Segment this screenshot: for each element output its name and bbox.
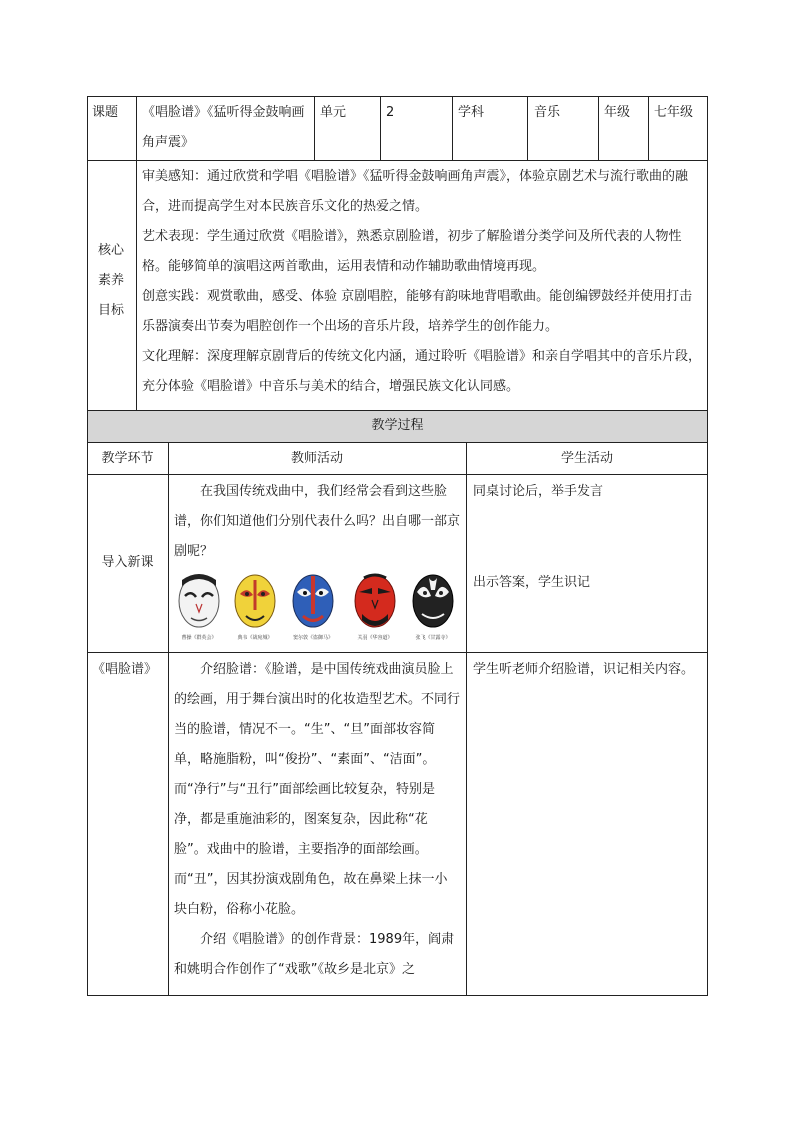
opera-mask-yellow-icon — [232, 570, 278, 630]
objective-culture: 文化理解：深度理解京剧背后的传统文化内涵，通过聆听《唱脸谱》和亲自学唱其中的音乐片段，充分体验《唱脸谱》中音乐与美术的结合，增强民族文化认同感。 — [142, 349, 702, 394]
table-line — [87, 96, 708, 97]
nianji-value: 七年级 — [654, 105, 694, 120]
table-line — [87, 474, 708, 475]
student-song: 学生听老师介绍脸谱，识记相关内容。 — [473, 662, 695, 677]
table-line — [452, 96, 453, 161]
teacher-song-p2: 介绍《唱脸谱》的创作背景：1989年，阎肃和姚明合作创作了“戏歌”《故乡是北京》之 — [174, 932, 455, 977]
opera-mask-white-icon — [176, 570, 222, 630]
student-intro-2: 出示答案，学生识记 — [473, 575, 591, 590]
mask-caption: 关羽《华容道》 — [357, 635, 393, 641]
student-intro-1: 同桌讨论后，举手发言 — [473, 484, 604, 499]
table-line — [87, 995, 708, 996]
table-line — [168, 442, 169, 996]
core-label — [88, 236, 134, 326]
nianji-label: 年级 — [604, 105, 631, 120]
table-line — [707, 96, 708, 996]
danyuan-value: 2 — [386, 105, 395, 120]
teacher-song-p1: 介绍脸谱：《脸谱，是中国传统戏曲演员脸上的绘画，用于舞台演出时的化妆造型艺术。不同行当的脸谱，情况不一。“生”、“旦”面部妆容简单，略施脂粉，叫“俊扮”、“素面”、“洁面”。而“净行”与“丑行”面部绘画比较复杂，特别是净，都是重施油彩的，图案复杂，因此称“花脸”。戏曲中的脸谱，主要指净的面部绘画。而“丑”，因其扮演戏剧角色，故在鼻梁上抹一小块白粉，俗称小花脸。 — [174, 662, 461, 917]
teacher-song-text — [174, 655, 460, 985]
col-stage-header: 教学环节 — [101, 451, 154, 466]
objective-expression: 艺术表现：学生通过欣赏《唱脸谱》，熟悉京剧脸谱，初步了解脸谱分类学问及所代表的人物性格。能够简单的演唱这两首歌曲，运用表情和动作辅助歌曲情境再现。 — [142, 229, 682, 274]
table-line — [87, 652, 708, 653]
ketie-label: 课题 — [92, 105, 119, 120]
table-line — [527, 96, 528, 161]
col-student-header: 学生活动 — [560, 451, 613, 466]
core-label-line: 素养 — [97, 273, 124, 288]
teacher-intro-text: 在我国传统戏曲中，我们经常会看到这些脸谱，你们知道他们分别代表什么吗？出自哪一部京剧呢？ — [174, 484, 461, 559]
table-line — [87, 410, 708, 411]
col-teacher-header: 教师活动 — [290, 451, 343, 466]
table-line — [314, 96, 315, 161]
process-title: 教学过程 — [371, 418, 424, 433]
table-line — [87, 442, 708, 443]
opera-mask-blue-icon — [290, 570, 336, 630]
table-line — [136, 96, 137, 411]
opera-masks-figure — [174, 570, 462, 648]
xueke-value: 音乐 — [534, 105, 561, 120]
table-line — [87, 160, 708, 161]
objective-aesthetic: 审美感知：通过欣赏和学唱《唱脸谱》《猛听得金鼓响画角声震》，体验京剧艺术与流行歌曲的融合，进而提高学生对本民族音乐文化的热爱之情。 — [142, 169, 689, 214]
table-line — [87, 96, 88, 996]
table-line — [380, 96, 381, 161]
mask-caption: 窦尔敦《盗御马》 — [292, 635, 333, 641]
table-line — [598, 96, 599, 161]
core-label-line: 核心 — [97, 243, 124, 258]
stage-intro: 导入新课 — [101, 555, 154, 570]
mask-caption: 曹操《群英会》 — [181, 635, 217, 641]
stage-song: 《唱脸谱》 — [92, 662, 158, 677]
opera-mask-black-icon — [410, 570, 456, 630]
danyuan-label: 单元 — [320, 105, 347, 120]
ketie-value: 《唱脸谱》《猛听得金鼓响画角声震》 — [142, 105, 305, 150]
objective-creative: 创意实践：观赏歌曲，感受、体验 京剧唱腔，能够有韵味地背唱歌曲。能创编锣鼓经并使用打击乐器演奏出节奏为唱腔创作一个出场的音乐片段，培养学生的创作能力。 — [142, 289, 693, 334]
mask-caption: 典韦《战宛城》 — [237, 635, 273, 641]
xueke-label: 学科 — [458, 105, 485, 120]
mask-caption: 张飞《甘露寺》 — [415, 635, 451, 641]
core-objectives — [142, 162, 704, 402]
opera-mask-red-icon — [352, 570, 398, 630]
core-label-line: 目标 — [97, 303, 124, 318]
table-line — [648, 96, 649, 161]
table-line — [466, 442, 467, 996]
